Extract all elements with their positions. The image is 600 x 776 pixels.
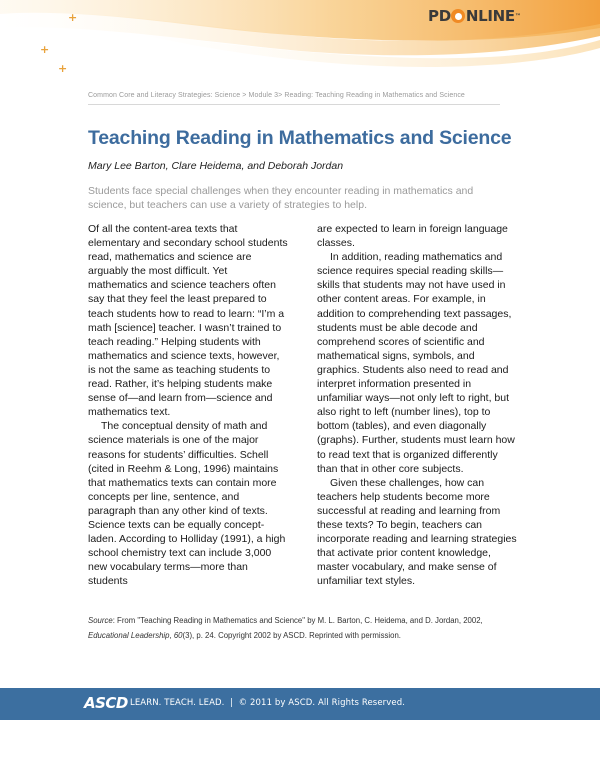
trademark-symbol: ™ [514,12,521,20]
pd-logo-text: PD [428,7,451,25]
body-paragraph: are expected to learn in foreign language classes. [317,223,508,250]
article-column-right [317,222,517,588]
footer-tagline: LEARN. TEACH. LEAD. | © 2011 by ASCD. All Rights Reserved. [130,698,406,708]
article-column-left [88,222,288,588]
article-authors: Mary Lee Barton, Clare Heidema, and Deborah Jordan [88,160,344,172]
pd-online-logo [428,4,521,28]
plus-ornament-icon: + [58,62,68,75]
breadcrumb-divider [88,104,500,105]
body-paragraph: Of all the content-area texts that elementary and secondary school students read, mathematics and science are arguably the most difficult. Yet mathematics and science teachers often say that they feel the least prepared to teach students how to read to learn: “I’m a math [science] teacher. I wasn’t trained to teach reading.” Helping students with mathematics and science texts, however, is not the same as teaching students to read. Rather, it’s helping students make sense of—and learn from—science and mathematics text. [88,223,288,419]
source-text: : From "Teaching Reading in Mathematics and Science" by M. L. Barton, C. Heidema, and D. Jordan, 2002, [112,616,483,625]
footer-bar [0,688,600,720]
source-text: , [169,630,174,640]
article-lede: Students face special challenges when they encounter reading in mathematics and science, but teachers can use a variety of strategies to help. [88,185,474,211]
plus-ornament-icon: + [40,43,50,56]
breadcrumb[interactable]: Common Core and Literacy Strategies: Science > Module 3> Reading: Teaching Reading in Mathematics and Science [88,92,465,99]
source-journal: Educational Leadership [88,630,170,640]
body-paragraph: The conceptual density of math and science materials is one of the major reasons for students’ difficulties. Schell (cited in Reehm & Long, 1996) maintains that mathematics texts can contain more concepts per line, sentence, and paragraph than any other kind of texts. Science texts can be equally concept-laden. According to Holliday (1991), a high school chemistry text can include 3,000 new vocabulary terms—more than students [88,420,286,588]
orange-o-icon [451,9,465,23]
pd-logo-text: NLINE [465,7,515,25]
source-label: Source [88,616,113,625]
source-citation [88,614,518,643]
ascd-logo: ASCD [84,694,128,712]
body-paragraph: Given these challenges, how can teachers help students become more successful at reading and learning from these texts? To begin, teachers can incorporate reading and learning strategies that activate prior content knowledge, master vocabulary, and make sense of unfamiliar text styles. [317,476,517,588]
article-title: Teaching Reading in Mathematics and Science [88,127,512,149]
source-text: (3), p. 24. Copyright 2002 by ASCD. Reprinted with permission. [182,630,401,640]
body-paragraph: In addition, reading mathematics and science requires special reading skills—skills that students may not have used in other content areas. For example, in addition to comprehending text passages, students must be able decode and comprehend scores of scientific and mathematical signs, symbols, and graphics. Students also need to read and interpret information presented in unfamiliar ways—not only left to right, but also right to left (number lines), top to bottom (tables), and even diagonally (graphs). Further, students must learn how to read text that is organized differently than that in other core subjects. [317,251,515,475]
plus-ornament-icon: + [68,11,78,24]
source-volume: 60 [173,630,183,640]
